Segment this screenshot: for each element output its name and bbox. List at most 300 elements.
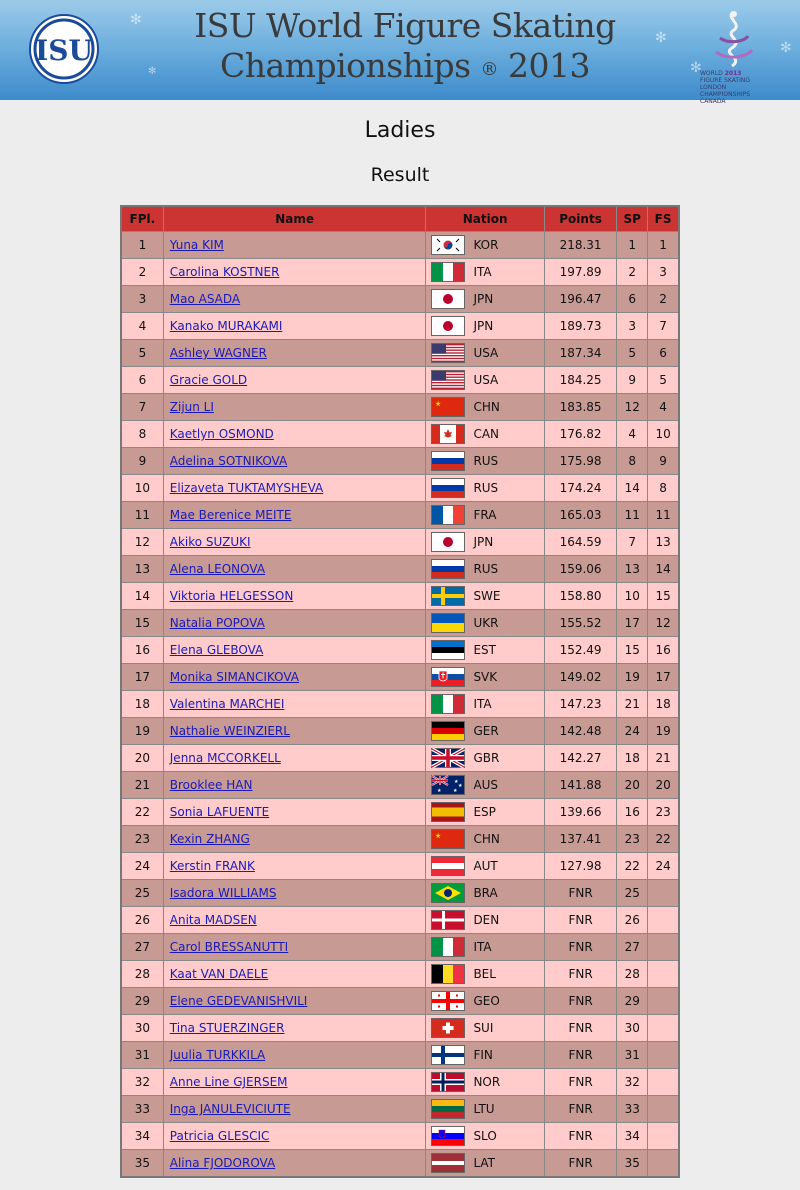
points-cell: 137.41 bbox=[544, 826, 617, 853]
table-row bbox=[121, 988, 679, 1015]
fs-place-cell bbox=[648, 1150, 679, 1178]
svg-text:★: ★ bbox=[435, 400, 442, 408]
table-row bbox=[121, 421, 679, 448]
place-cell: 5 bbox=[121, 340, 163, 367]
nation-cell bbox=[426, 367, 544, 394]
nation-cell bbox=[426, 556, 544, 583]
fs-place-cell: 6 bbox=[648, 340, 679, 367]
place-cell: 8 bbox=[121, 421, 163, 448]
points-cell: 189.73 bbox=[544, 313, 617, 340]
nation-code: RUS bbox=[473, 454, 499, 468]
place-cell: 23 bbox=[121, 826, 163, 853]
skater-link[interactable]: Jenna MCCORKELL bbox=[169, 751, 281, 765]
fs-place-cell: 15 bbox=[648, 583, 679, 610]
table-row bbox=[121, 880, 679, 907]
flag-ita-icon bbox=[431, 937, 465, 957]
table-row bbox=[121, 583, 679, 610]
points-cell: FNR bbox=[544, 1042, 617, 1069]
flag-rus-icon bbox=[431, 478, 465, 498]
name-cell bbox=[163, 448, 426, 475]
name-cell bbox=[163, 907, 426, 934]
skater-link[interactable]: Elena GLEBOVA bbox=[169, 643, 264, 657]
sp-place-cell: 21 bbox=[617, 691, 648, 718]
points-cell: FNR bbox=[544, 934, 617, 961]
nation-code: RUS bbox=[473, 481, 499, 495]
table-row bbox=[121, 286, 679, 313]
fs-place-cell bbox=[648, 988, 679, 1015]
skater-link[interactable]: Alina FJODOROVA bbox=[169, 1156, 276, 1170]
fs-place-cell: 16 bbox=[648, 637, 679, 664]
fs-place-cell: 5 bbox=[648, 367, 679, 394]
name-cell bbox=[163, 1123, 426, 1150]
nation-code: JPN bbox=[473, 292, 494, 306]
nation-code: AUT bbox=[473, 859, 498, 873]
fs-place-cell: 12 bbox=[648, 610, 679, 637]
flag-ger-icon bbox=[431, 721, 465, 741]
table-row bbox=[121, 1096, 679, 1123]
fs-place-cell: 21 bbox=[648, 745, 679, 772]
nation-cell bbox=[426, 340, 544, 367]
nation-cell bbox=[426, 1042, 544, 1069]
nation-cell bbox=[426, 475, 544, 502]
skater-link[interactable]: Elene GEDEVANISHVILI bbox=[169, 994, 308, 1008]
flag-svk-icon bbox=[431, 667, 465, 687]
table-row bbox=[121, 313, 679, 340]
sp-place-cell: 9 bbox=[617, 367, 648, 394]
nation-code: CHN bbox=[473, 400, 500, 414]
place-cell: 19 bbox=[121, 718, 163, 745]
table-row bbox=[121, 961, 679, 988]
points-cell: 164.59 bbox=[544, 529, 617, 556]
sp-place-cell: 31 bbox=[617, 1042, 648, 1069]
fs-place-cell bbox=[648, 961, 679, 988]
nation-cell bbox=[426, 853, 544, 880]
points-cell: 142.27 bbox=[544, 745, 617, 772]
nation-cell bbox=[426, 1150, 544, 1178]
sp-place-cell: 3 bbox=[617, 313, 648, 340]
nation-code: ITA bbox=[473, 265, 492, 279]
skater-link[interactable]: Kexin ZHANG bbox=[169, 832, 250, 846]
nation-cell bbox=[426, 502, 544, 529]
nation-code: BRA bbox=[473, 886, 498, 900]
place-cell: 15 bbox=[121, 610, 163, 637]
place-cell: 27 bbox=[121, 934, 163, 961]
svg-text:★: ★ bbox=[453, 788, 458, 794]
points-cell: 142.48 bbox=[544, 718, 617, 745]
flag-chn-icon bbox=[431, 397, 465, 417]
flag-ukr-icon bbox=[431, 613, 465, 633]
nation-cell bbox=[426, 907, 544, 934]
name-cell bbox=[163, 880, 426, 907]
place-cell: 35 bbox=[121, 1150, 163, 1178]
event-logo-line-3: CHAMPIONSHIPS bbox=[700, 91, 751, 98]
nation-code: SVK bbox=[473, 670, 498, 684]
flag-ltu-icon bbox=[431, 1099, 465, 1119]
nation-code: JPN bbox=[473, 535, 494, 549]
skater-link[interactable]: Anne Line GJERSEM bbox=[169, 1075, 288, 1089]
table-row bbox=[121, 718, 679, 745]
sp-place-cell: 19 bbox=[617, 664, 648, 691]
table-row bbox=[121, 367, 679, 394]
event-logo-line-1: WORLD bbox=[700, 70, 723, 77]
flag-esp-icon bbox=[431, 802, 465, 822]
skater-link[interactable]: Elizaveta TUKTAMYSHEVA bbox=[169, 481, 324, 495]
skater-link[interactable]: Natalia POPOVA bbox=[169, 616, 265, 630]
skater-link[interactable]: Tina STUERZINGER bbox=[169, 1021, 285, 1035]
sp-place-cell: 11 bbox=[617, 502, 648, 529]
place-cell: 13 bbox=[121, 556, 163, 583]
sp-place-cell: 17 bbox=[617, 610, 648, 637]
flag-jpn-icon bbox=[431, 316, 465, 336]
flag-bra-icon bbox=[431, 883, 465, 903]
name-cell bbox=[163, 637, 426, 664]
sp-place-cell: 12 bbox=[617, 394, 648, 421]
table-row bbox=[121, 394, 679, 421]
svg-text:★: ★ bbox=[435, 832, 442, 840]
isu-logo[interactable] bbox=[28, 13, 100, 85]
nation-code: FRA bbox=[473, 508, 497, 522]
place-cell: 26 bbox=[121, 907, 163, 934]
points-cell: 196.47 bbox=[544, 286, 617, 313]
isu-logo-text: ISU bbox=[35, 34, 93, 67]
svg-text:★: ★ bbox=[458, 783, 463, 789]
skater-link[interactable]: Alena LEONOVA bbox=[169, 562, 266, 576]
name-cell bbox=[163, 502, 426, 529]
flag-kor-icon bbox=[431, 235, 465, 255]
skater-link[interactable]: Carol BRESSANUTTI bbox=[169, 940, 289, 954]
flag-rus-icon bbox=[431, 451, 465, 471]
sp-place-cell: 8 bbox=[617, 448, 648, 475]
nation-cell bbox=[426, 610, 544, 637]
skater-link[interactable]: Nathalie WEINZIERL bbox=[169, 724, 290, 738]
place-cell: 20 bbox=[121, 745, 163, 772]
title-year: 2013 bbox=[508, 46, 591, 85]
header-fs: FS bbox=[648, 206, 679, 232]
table-header-row bbox=[121, 206, 679, 232]
table-row bbox=[121, 232, 679, 259]
points-cell: 141.88 bbox=[544, 772, 617, 799]
name-cell bbox=[163, 259, 426, 286]
title-line-2 bbox=[170, 46, 640, 86]
place-cell: 6 bbox=[121, 367, 163, 394]
skater-link[interactable]: Inga JANULEVICIUTE bbox=[169, 1102, 291, 1116]
sp-place-cell: 7 bbox=[617, 529, 648, 556]
name-cell bbox=[163, 961, 426, 988]
flag-ita-icon bbox=[431, 262, 465, 282]
snowflake-icon: ✻ bbox=[690, 60, 702, 76]
fs-place-cell bbox=[648, 1069, 679, 1096]
flag-jpn-icon bbox=[431, 532, 465, 552]
place-cell: 22 bbox=[121, 799, 163, 826]
nation-cell bbox=[426, 880, 544, 907]
fs-place-cell: 2 bbox=[648, 286, 679, 313]
skater-link[interactable]: Yuna KIM bbox=[169, 238, 224, 252]
table-row bbox=[121, 1042, 679, 1069]
table-row bbox=[121, 1015, 679, 1042]
skater-link[interactable]: Juulia TURKKILA bbox=[169, 1048, 266, 1062]
points-cell: 174.24 bbox=[544, 475, 617, 502]
name-cell bbox=[163, 1069, 426, 1096]
place-cell: 33 bbox=[121, 1096, 163, 1123]
nation-code: SLO bbox=[473, 1129, 497, 1143]
name-cell bbox=[163, 421, 426, 448]
skater-link[interactable]: Brooklee HAN bbox=[169, 778, 253, 792]
table-row bbox=[121, 745, 679, 772]
flag-usa-icon bbox=[431, 370, 465, 390]
skater-link[interactable]: Gracie GOLD bbox=[169, 373, 248, 387]
nation-cell bbox=[426, 988, 544, 1015]
table-row bbox=[121, 502, 679, 529]
flag-den-icon bbox=[431, 910, 465, 930]
points-cell: 187.34 bbox=[544, 340, 617, 367]
table-row bbox=[121, 1123, 679, 1150]
skater-link[interactable]: Carolina KOSTNER bbox=[169, 265, 280, 279]
nation-code: KOR bbox=[473, 238, 499, 252]
flag-jpn-icon bbox=[431, 289, 465, 309]
flag-fra-icon bbox=[431, 505, 465, 525]
sp-place-cell: 26 bbox=[617, 907, 648, 934]
event-logo-country: CANADA bbox=[700, 98, 726, 105]
fs-place-cell: 3 bbox=[648, 259, 679, 286]
place-cell: 24 bbox=[121, 853, 163, 880]
nation-code: CHN bbox=[473, 832, 500, 846]
table-row bbox=[121, 772, 679, 799]
nation-cell bbox=[426, 394, 544, 421]
nation-cell bbox=[426, 826, 544, 853]
sp-place-cell: 34 bbox=[617, 1123, 648, 1150]
skater-link[interactable]: Valentina MARCHEI bbox=[169, 697, 285, 711]
event-logo-city: LONDON bbox=[700, 84, 727, 91]
nation-cell bbox=[426, 745, 544, 772]
nation-code: NOR bbox=[473, 1075, 501, 1089]
fs-place-cell: 13 bbox=[648, 529, 679, 556]
place-cell: 31 bbox=[121, 1042, 163, 1069]
fs-place-cell: 9 bbox=[648, 448, 679, 475]
event-logo-text bbox=[700, 70, 766, 105]
sp-place-cell: 4 bbox=[617, 421, 648, 448]
table-row bbox=[121, 637, 679, 664]
skater-link[interactable]: Kanako MURAKAMI bbox=[169, 319, 283, 333]
sp-place-cell: 15 bbox=[617, 637, 648, 664]
nation-cell bbox=[426, 259, 544, 286]
points-cell: 155.52 bbox=[544, 610, 617, 637]
place-cell: 16 bbox=[121, 637, 163, 664]
place-cell: 29 bbox=[121, 988, 163, 1015]
table-row bbox=[121, 529, 679, 556]
nation-code: EST bbox=[473, 643, 496, 657]
place-cell: 30 bbox=[121, 1015, 163, 1042]
nation-cell bbox=[426, 961, 544, 988]
points-cell: 159.06 bbox=[544, 556, 617, 583]
name-cell bbox=[163, 529, 426, 556]
skater-link[interactable]: Monika SIMANCIKOVA bbox=[169, 670, 300, 684]
sp-place-cell: 6 bbox=[617, 286, 648, 313]
nation-code: GBR bbox=[473, 751, 500, 765]
nation-code: SUI bbox=[473, 1021, 494, 1035]
flag-lat-icon bbox=[431, 1153, 465, 1173]
header-sp: SP bbox=[617, 206, 648, 232]
skater-link[interactable]: Ashley WAGNER bbox=[169, 346, 267, 360]
place-cell: 11 bbox=[121, 502, 163, 529]
fs-place-cell bbox=[648, 1096, 679, 1123]
table-row bbox=[121, 799, 679, 826]
points-cell: FNR bbox=[544, 961, 617, 988]
name-cell bbox=[163, 340, 426, 367]
fs-place-cell bbox=[648, 880, 679, 907]
snowflake-icon: ✻ bbox=[148, 66, 157, 77]
nation-cell bbox=[426, 529, 544, 556]
sp-place-cell: 35 bbox=[617, 1150, 648, 1178]
place-cell: 34 bbox=[121, 1123, 163, 1150]
sp-place-cell: 14 bbox=[617, 475, 648, 502]
nation-cell bbox=[426, 799, 544, 826]
place-cell: 28 bbox=[121, 961, 163, 988]
table-row bbox=[121, 610, 679, 637]
flag-aut-icon bbox=[431, 856, 465, 876]
fs-place-cell bbox=[648, 1123, 679, 1150]
header-place: FPl. bbox=[121, 206, 163, 232]
table-row bbox=[121, 934, 679, 961]
sp-place-cell: 27 bbox=[617, 934, 648, 961]
points-cell: 183.85 bbox=[544, 394, 617, 421]
nation-code: USA bbox=[473, 373, 499, 387]
nation-code: JPN bbox=[473, 319, 494, 333]
flag-nor-icon bbox=[431, 1072, 465, 1092]
table-row bbox=[121, 1150, 679, 1178]
skater-link[interactable]: Patricia GLESCIC bbox=[169, 1129, 270, 1143]
skater-link[interactable]: Kaetlyn OSMOND bbox=[169, 427, 274, 441]
nation-cell bbox=[426, 448, 544, 475]
table-row bbox=[121, 259, 679, 286]
nation-code: USA bbox=[473, 346, 499, 360]
flag-est-icon bbox=[431, 640, 465, 660]
points-cell: FNR bbox=[544, 1096, 617, 1123]
flag-can-icon bbox=[431, 424, 465, 444]
name-cell bbox=[163, 718, 426, 745]
sp-place-cell: 16 bbox=[617, 799, 648, 826]
place-cell: 25 bbox=[121, 880, 163, 907]
nation-code: RUS bbox=[473, 562, 499, 576]
sp-place-cell: 13 bbox=[617, 556, 648, 583]
flag-rus-icon bbox=[431, 559, 465, 579]
header-nation: Nation bbox=[426, 206, 544, 232]
skater-link[interactable]: Sonia LAFUENTE bbox=[169, 805, 270, 819]
nation-code: AUS bbox=[473, 778, 499, 792]
skater-link[interactable]: Kaat VAN DAELE bbox=[169, 967, 269, 981]
place-cell: 17 bbox=[121, 664, 163, 691]
name-cell bbox=[163, 772, 426, 799]
points-cell: FNR bbox=[544, 1123, 617, 1150]
points-cell: 127.98 bbox=[544, 853, 617, 880]
points-cell: FNR bbox=[544, 988, 617, 1015]
skater-link[interactable]: Kerstin FRANK bbox=[169, 859, 255, 873]
flag-ita-icon bbox=[431, 694, 465, 714]
name-cell bbox=[163, 367, 426, 394]
skater-link[interactable]: Mae Berenice MEITE bbox=[169, 508, 292, 522]
skater-link[interactable]: Anita MADSEN bbox=[169, 913, 257, 927]
place-cell: 3 bbox=[121, 286, 163, 313]
points-cell: FNR bbox=[544, 1015, 617, 1042]
table-row bbox=[121, 448, 679, 475]
nation-code: BEL bbox=[473, 967, 496, 981]
title-championships: Championships bbox=[219, 46, 471, 85]
points-cell: 218.31 bbox=[544, 232, 617, 259]
name-cell bbox=[163, 745, 426, 772]
name-cell bbox=[163, 664, 426, 691]
skater-link[interactable]: Isadora WILLIAMS bbox=[169, 886, 277, 900]
place-cell: 1 bbox=[121, 232, 163, 259]
registered-mark: ® bbox=[480, 59, 499, 80]
skater-link[interactable]: Mao ASADA bbox=[169, 292, 241, 306]
skater-link[interactable]: Zijun LI bbox=[169, 400, 214, 414]
flag-slo-icon bbox=[431, 1126, 465, 1146]
name-cell bbox=[163, 799, 426, 826]
svg-text:★: ★ bbox=[454, 779, 459, 785]
fs-place-cell: 23 bbox=[648, 799, 679, 826]
name-cell bbox=[163, 988, 426, 1015]
nation-code: CAN bbox=[473, 427, 500, 441]
points-cell: 158.80 bbox=[544, 583, 617, 610]
points-cell: FNR bbox=[544, 880, 617, 907]
name-cell bbox=[163, 286, 426, 313]
flag-gbr-icon bbox=[431, 748, 465, 768]
name-cell bbox=[163, 853, 426, 880]
sp-place-cell: 25 bbox=[617, 880, 648, 907]
skater-link[interactable]: Akiko SUZUKI bbox=[169, 535, 251, 549]
nation-code: ITA bbox=[473, 697, 492, 711]
nation-code: UKR bbox=[473, 616, 499, 630]
name-cell bbox=[163, 1150, 426, 1178]
points-cell: FNR bbox=[544, 907, 617, 934]
name-cell bbox=[163, 232, 426, 259]
nation-cell bbox=[426, 1015, 544, 1042]
name-cell bbox=[163, 475, 426, 502]
fs-place-cell: 10 bbox=[648, 421, 679, 448]
place-cell: 14 bbox=[121, 583, 163, 610]
points-cell: FNR bbox=[544, 1069, 617, 1096]
points-cell: 176.82 bbox=[544, 421, 617, 448]
points-cell: FNR bbox=[544, 1150, 617, 1178]
table-row bbox=[121, 1069, 679, 1096]
fs-place-cell: 24 bbox=[648, 853, 679, 880]
nation-cell bbox=[426, 691, 544, 718]
points-cell: 197.89 bbox=[544, 259, 617, 286]
table-row bbox=[121, 475, 679, 502]
name-cell bbox=[163, 610, 426, 637]
skater-link[interactable]: Adelina SOTNIKOVA bbox=[169, 454, 288, 468]
nation-code: DEN bbox=[473, 913, 500, 927]
fs-place-cell: 22 bbox=[648, 826, 679, 853]
header-name: Name bbox=[163, 206, 426, 232]
sp-place-cell: 20 bbox=[617, 772, 648, 799]
skater-link[interactable]: Viktoria HELGESSON bbox=[169, 589, 294, 603]
nation-cell bbox=[426, 637, 544, 664]
snowflake-icon: ✻ bbox=[130, 12, 142, 28]
name-cell bbox=[163, 556, 426, 583]
flag-aus-icon bbox=[431, 775, 465, 795]
table-row bbox=[121, 907, 679, 934]
nation-code: LAT bbox=[473, 1156, 496, 1170]
points-cell: 147.23 bbox=[544, 691, 617, 718]
flag-geo-icon bbox=[431, 991, 465, 1011]
place-cell: 2 bbox=[121, 259, 163, 286]
fs-place-cell: 17 bbox=[648, 664, 679, 691]
sp-place-cell: 10 bbox=[617, 583, 648, 610]
event-logo-year: 2013 bbox=[724, 70, 742, 77]
table-row bbox=[121, 664, 679, 691]
fs-place-cell bbox=[648, 907, 679, 934]
nation-cell bbox=[426, 232, 544, 259]
